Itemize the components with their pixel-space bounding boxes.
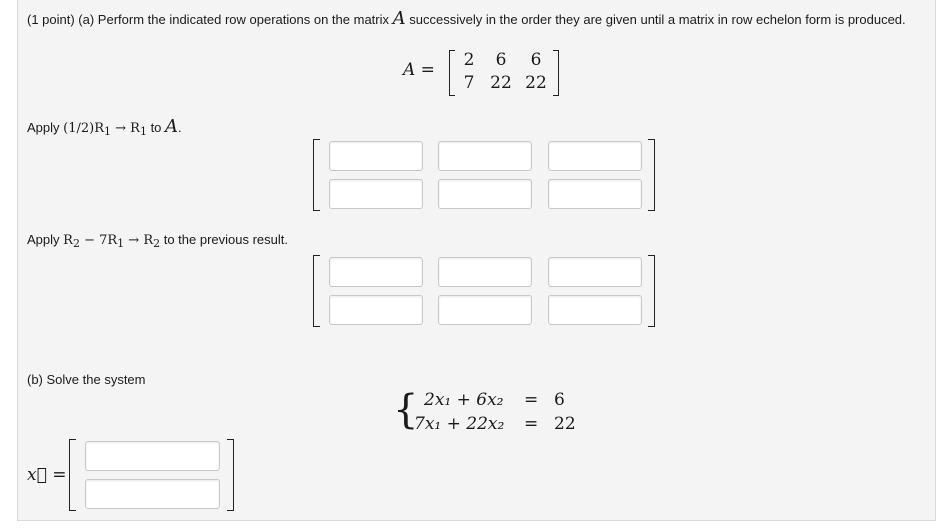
- step2-input-r2c2[interactable]: [438, 295, 532, 325]
- step2-right-bracket: [648, 255, 655, 327]
- solution-input-x2[interactable]: [85, 479, 220, 509]
- equation2-rhs: 22: [554, 414, 576, 434]
- step2-input-r1c1[interactable]: [329, 257, 423, 287]
- matrix-a-cell: 6: [530, 50, 542, 70]
- step1-instruction: Apply $(1/2)R_1 \to R_1$ to A.: [27, 116, 182, 138]
- step1-left-bracket: [313, 139, 320, 211]
- step2-left-bracket: [313, 255, 320, 327]
- step1-input-r1c3[interactable]: [548, 141, 642, 171]
- matrix-a-cell: 7: [463, 73, 475, 93]
- intro-text-after: successively in the order they are given until a matrix in row echelon form is produced.: [405, 12, 906, 27]
- problem-statement: [27, 8, 932, 30]
- step1-input-r1c2[interactable]: [438, 141, 532, 171]
- matrix-a-display: [403, 50, 563, 96]
- solution-left-bracket: [69, 439, 76, 511]
- equation2-lhs: 7x₁ + 22x₂: [414, 414, 505, 434]
- step1-right-bracket: [648, 139, 655, 211]
- solution-input-x1[interactable]: [85, 441, 220, 471]
- step2-input-r2c3[interactable]: [548, 295, 642, 325]
- step1-input-r1c1[interactable]: [329, 141, 423, 171]
- matrix-a-lhs: A =: [403, 60, 435, 80]
- matrix-a-cell: 6: [495, 50, 507, 70]
- step2-instruction: Apply $R_2 - 7R_1 \to R_2$ to the previous result.: [27, 232, 289, 250]
- solution-vector-label: x⃗ =: [27, 465, 67, 485]
- equation2-equals: =: [524, 414, 539, 434]
- matrix-a-cell: 2: [463, 50, 475, 70]
- part-b-label: (b) Solve the system: [27, 372, 146, 387]
- equation1-rhs: 6: [554, 390, 565, 410]
- system-brace: {: [393, 387, 419, 433]
- solution-right-bracket: [227, 439, 234, 511]
- intro-text-before: (1 point) (a) Perform the indicated row operations on the matrix: [27, 12, 393, 27]
- step2-input-r1c3[interactable]: [548, 257, 642, 287]
- step1-input-r2c3[interactable]: [548, 179, 642, 209]
- step2-input-r2c1[interactable]: [329, 295, 423, 325]
- step2-input-r1c2[interactable]: [438, 257, 532, 287]
- matrix-a-right-bracket: [553, 50, 559, 96]
- step1-input-r2c2[interactable]: [438, 179, 532, 209]
- equation1-lhs: 2x₁ + 6x₂: [424, 390, 504, 410]
- equation1-equals: =: [524, 390, 539, 410]
- matrix-a-cell: 22: [525, 73, 547, 93]
- step1-input-r2c1[interactable]: [329, 179, 423, 209]
- matrix-a-cell: 22: [490, 73, 512, 93]
- intro-matrix-var: A: [392, 8, 406, 29]
